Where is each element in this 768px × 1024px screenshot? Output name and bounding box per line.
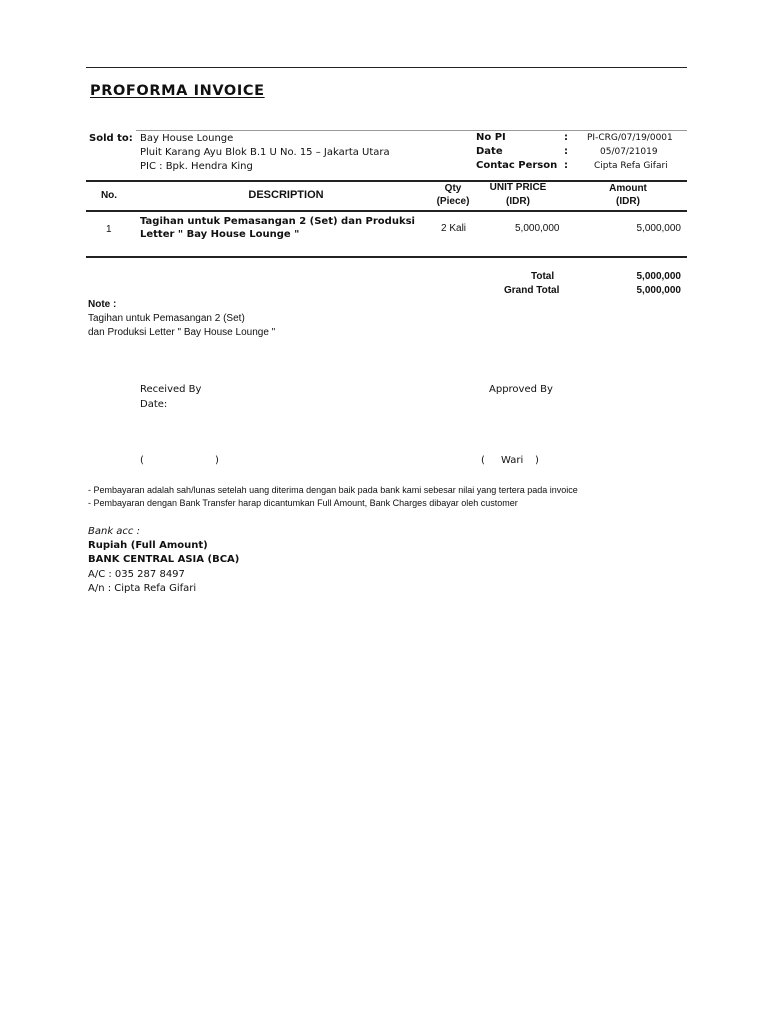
col-header-amount: Amount <box>609 183 647 194</box>
col-header-unit-price: UNIT PRICE <box>489 182 547 193</box>
col-header-description: DESCRIPTION <box>248 189 324 201</box>
date-value: 05/07/21019 <box>600 147 658 157</box>
no-pi-colon: : <box>564 132 568 143</box>
row-description-line1: Tagihan untuk Pemasangan 2 (Set) dan Produksi <box>140 216 415 227</box>
grand-total-label: Grand Total <box>504 285 560 296</box>
note-line2: dan Produksi Letter " Bay House Lounge " <box>88 327 276 338</box>
bank-currency: Rupiah (Full Amount) <box>88 540 208 551</box>
sold-to-label: Sold to: <box>89 133 133 144</box>
row-unit-price: 5,000,000 <box>515 223 560 234</box>
terms-line1: - Pembayaran adalah sah/lunas setelah uang diterima dengan baik pada bank kami sebesar nilai yang tertera pada invoice <box>88 485 578 495</box>
customer-pic: PIC : Bpk. Hendra King <box>140 161 253 172</box>
date-label: Date <box>476 146 503 157</box>
terms-line2: - Pembayaran dengan Bank Transfer harap dicantumkan Full Amount, Bank Charges dibayar oleh customer <box>88 498 518 508</box>
approved-by-label: Approved By <box>489 384 553 395</box>
received-by-label: Received By <box>140 384 202 395</box>
left-sign-close-paren: ) <box>215 455 219 466</box>
bank-acc-label: Bank acc : <box>88 526 140 537</box>
left-sign-open-paren: ( <box>140 455 144 466</box>
approver-name: Wari <box>501 455 524 466</box>
no-pi-value: PI-CRG/07/19/0001 <box>587 133 673 143</box>
col-header-unit-price-currency: (IDR) <box>506 196 530 207</box>
col-header-no: No. <box>100 190 118 201</box>
no-pi-label: No PI <box>476 132 506 143</box>
col-header-qty-unit: (Piece) <box>436 196 470 207</box>
total-label: Total <box>531 271 555 282</box>
note-line1: Tagihan untuk Pemasangan 2 (Set) <box>88 313 245 324</box>
col-header-qty: Qty <box>444 183 462 194</box>
table-top-rule <box>86 180 687 182</box>
contact-colon: : <box>564 160 568 171</box>
date-colon: : <box>564 146 568 157</box>
contact-value: Cipta Refa Gifari <box>594 161 668 171</box>
received-date-label: Date: <box>140 399 168 410</box>
contact-label: Contac Person <box>476 160 558 171</box>
bank-account-name: A/n : Cipta Refa Gifari <box>88 583 197 594</box>
customer-name: Bay House Lounge <box>140 133 234 144</box>
right-sign-open-paren: ( <box>481 455 485 466</box>
bank-account-number: A/C : 035 287 8497 <box>88 569 185 580</box>
table-header-rule <box>86 210 687 212</box>
note-label: Note : <box>88 299 117 310</box>
row-qty: 2 Kali <box>441 223 467 234</box>
row-description-line2: Letter " Bay House Lounge " <box>140 229 300 240</box>
total-value: 5,000,000 <box>636 271 681 282</box>
customer-address: Pluit Karang Ayu Blok B.1 U No. 15 – Jakarta Utara <box>140 147 390 158</box>
row-amount: 5,000,000 <box>636 223 681 234</box>
header-rule <box>136 130 687 131</box>
col-header-amount-currency: (IDR) <box>616 196 640 207</box>
grand-total-value: 5,000,000 <box>636 285 681 296</box>
top-rule <box>86 67 687 68</box>
bank-name: BANK CENTRAL ASIA (BCA) <box>88 554 240 565</box>
page-title: PROFORMA INVOICE <box>90 83 265 99</box>
row-no: 1 <box>106 224 112 235</box>
table-bottom-rule <box>86 256 687 258</box>
right-sign-close-paren: ) <box>535 455 539 466</box>
